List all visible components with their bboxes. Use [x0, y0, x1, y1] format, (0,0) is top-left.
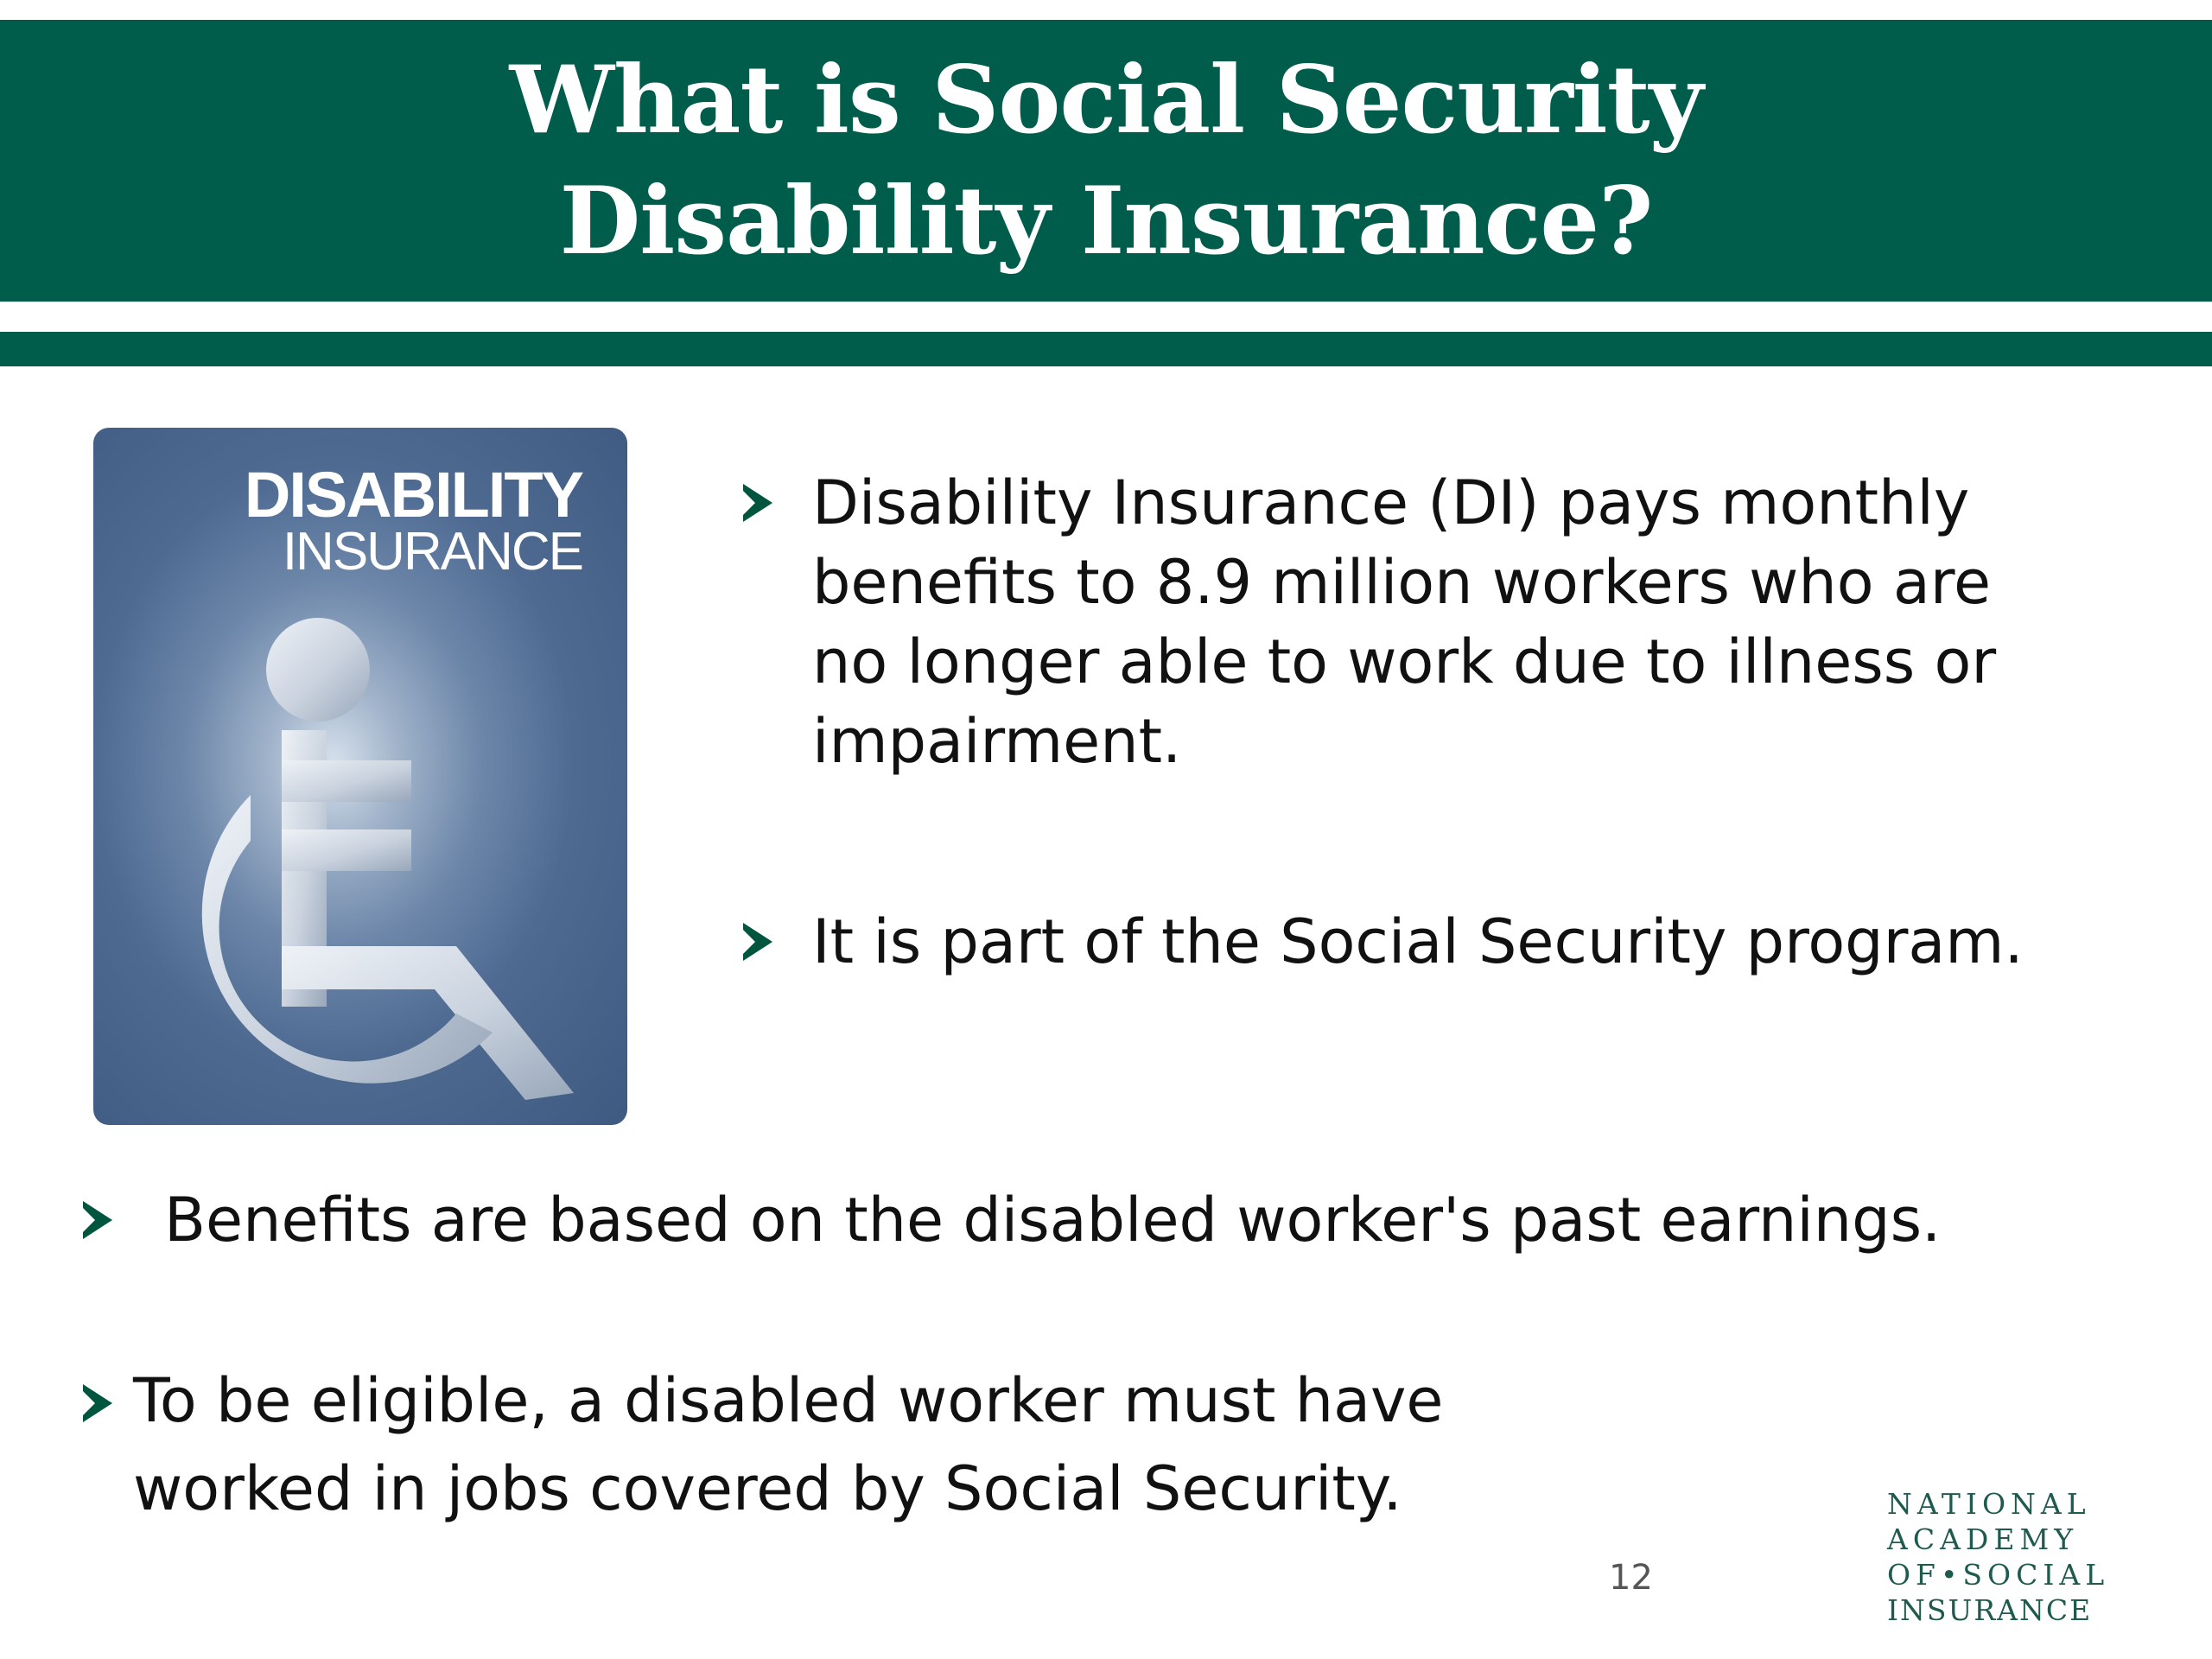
bullet-item: [743, 902, 2143, 982]
title-banner: [0, 20, 2212, 302]
nasi-logo: [1887, 1486, 2110, 1628]
slide-title-line-2: Disability Insurance?: [559, 167, 1653, 276]
logo-line-academy: ACADEMY: [1887, 1522, 2079, 1556]
logo-line-insurance: INSURANCE: [1887, 1593, 2093, 1627]
bullet-item: [83, 1357, 1500, 1533]
bullet-text-part-of-program: It is part of the Social Security program.: [812, 906, 2024, 977]
bullet-item: [743, 463, 2091, 781]
bullet-text-eligibility: To be eligible, a disabled worker must have worked in jobs covered by Social Security.: [133, 1365, 1444, 1524]
bullet-text-di-benefits: Disability Insurance (DI) pays monthly benefits to 8.9 million workers who are no longer able to work due to illness or impairment.: [812, 467, 1997, 777]
image-heading-insurance: INSURANCE: [282, 522, 582, 582]
logo-line-of-social: OF•SOCIAL: [1887, 1558, 2110, 1592]
page-number: 12: [1609, 1558, 1653, 1598]
arrow-bullet-icon: [83, 1384, 112, 1422]
arrow-bullet-icon: [83, 1201, 112, 1239]
bullet-text-benefits-based: Benefits are based on the disabled worker's past earnings.: [164, 1185, 1942, 1255]
arrow-bullet-icon: [743, 923, 772, 961]
slide-title-line-1: What is Social Security: [509, 46, 1703, 155]
bullet-item: [83, 1180, 2157, 1260]
arrow-bullet-icon: [743, 484, 772, 522]
title-underline-bar: [0, 332, 2212, 366]
logo-line-national: NATIONAL: [1887, 1487, 2091, 1521]
image-heading-disability: DISABILITY: [244, 459, 582, 531]
disability-insurance-image: [93, 428, 627, 1125]
